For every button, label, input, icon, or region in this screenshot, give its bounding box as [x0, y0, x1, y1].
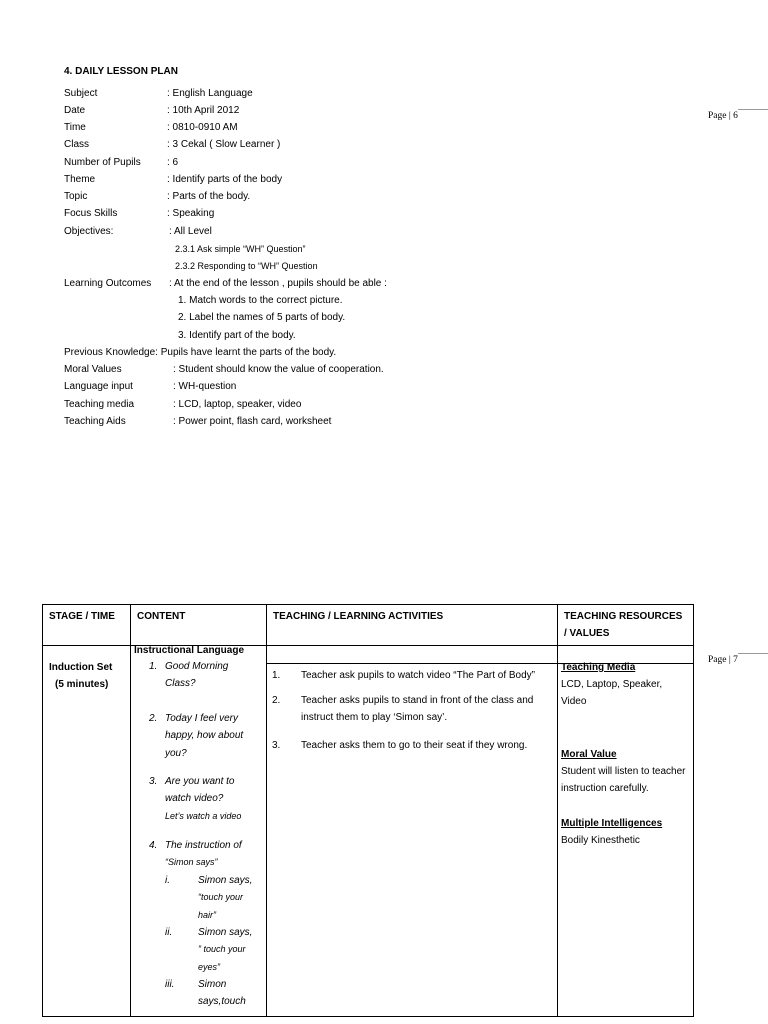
header-content: CONTENT	[131, 605, 267, 646]
learning-outcomes-value: : At the end of the lesson , pupils should be able :	[169, 278, 387, 289]
resource-line: LCD, Laptop, Speaker,	[561, 679, 663, 690]
content-line: watch video?	[165, 793, 224, 805]
field-value: : LCD, laptop, speaker, video	[173, 399, 302, 410]
activities-cell	[267, 646, 558, 1017]
field-value: : Speaking	[167, 208, 215, 219]
learning-outcomes-label: Learning Outcomes	[64, 278, 152, 289]
field-value: : 6	[167, 157, 179, 168]
content-item-number: 3.	[149, 776, 158, 787]
content-line: Simon says,	[198, 875, 253, 886]
simon-item-number: i.	[165, 875, 170, 886]
previous-knowledge: Previous Knowledge: Pupils have learnt the parts of the body.	[64, 347, 337, 358]
content-line: you?	[165, 747, 187, 759]
field-label: Subject	[64, 88, 98, 99]
resource-title: Teaching Media	[561, 662, 636, 673]
stage-name: Induction Set	[49, 662, 113, 673]
field-value: : 10th April 2012	[167, 105, 240, 116]
field-value: : Student should know the value of cooperation.	[173, 364, 384, 375]
content-line: Simon says,	[198, 927, 253, 938]
activity-number: 1.	[272, 670, 281, 681]
objective-item: 2.3.2 Responding to “WH” Question	[175, 261, 318, 271]
resource-title: Moral Value	[561, 749, 617, 760]
content-item-number: 1.	[149, 661, 158, 672]
resource-text: Bodily Kinesthetic	[561, 835, 640, 846]
learning-outcome-item: 1. Match words to the correct picture.	[178, 295, 343, 306]
activity-text: Teacher ask pupils to watch video “The Part of Body”	[301, 670, 536, 681]
content-item-number: 2.	[149, 713, 158, 724]
content-line: Today I feel very	[165, 713, 239, 724]
resource-line: Student will listen to teacher	[561, 766, 686, 777]
field-label: Moral Values	[64, 364, 122, 375]
field-label: Teaching media	[64, 399, 135, 410]
field-value: : All Level	[169, 226, 212, 237]
page-number: Page | 6	[708, 111, 738, 121]
content-item	[165, 837, 242, 872]
content-item	[165, 658, 228, 693]
field-label: Class	[64, 139, 90, 150]
field-value: : 0810-0910 AM	[167, 122, 238, 133]
lesson-plan-heading: 4. DAILY LESSON PLAN	[64, 66, 178, 77]
table-row	[43, 646, 694, 1017]
content-title: Instructional Language	[134, 645, 245, 656]
content-line: ” touch your	[198, 944, 246, 955]
content-item	[165, 773, 234, 808]
table-header-row	[43, 605, 694, 646]
field-label: Number of Pupils	[64, 157, 141, 168]
field-value: : Parts of the body.	[167, 191, 251, 202]
simon-item	[198, 976, 246, 1011]
resource-text	[561, 763, 686, 798]
field-label: Topic	[64, 191, 88, 202]
content-line: Class?	[165, 678, 196, 690]
content-line: Are you want to	[165, 776, 235, 787]
simon-item	[198, 924, 252, 976]
activity-number: 2.	[272, 695, 281, 706]
activity-line: Teacher asks pupils to stand in front of the class and	[301, 695, 534, 706]
activity-number: 3.	[272, 740, 281, 751]
header-activities: TEACHING / LEARNING ACTIVITIES	[267, 605, 558, 646]
stage-duration: (5 minutes)	[55, 679, 109, 690]
content-item-number: 4.	[149, 840, 158, 851]
page-divider	[738, 653, 768, 654]
content-line: “touch your	[198, 892, 244, 903]
field-label: Language input	[64, 381, 133, 392]
page-number: Page | 7	[708, 655, 738, 665]
content-line: The instruction of	[165, 840, 242, 851]
activity-line: instruct them to play ‘Simon say’.	[301, 712, 448, 724]
content-line: “Simon says”	[165, 857, 218, 868]
resource-line: instruction carefully.	[561, 783, 649, 795]
page-divider	[738, 109, 768, 110]
simon-item-number: iii.	[165, 979, 175, 990]
field-label: Teaching Aids	[64, 416, 126, 427]
field-label: Focus Skills	[64, 208, 118, 219]
field-label: Theme	[64, 174, 96, 185]
activity-text: Teacher asks them to go to their seat if they wrong.	[301, 740, 528, 751]
activity-text	[301, 692, 533, 727]
resource-text	[561, 676, 662, 711]
field-value: : WH-question	[173, 381, 237, 392]
content-line: Simon	[198, 979, 227, 990]
field-label: Date	[64, 105, 86, 116]
field-value: : English Language	[167, 88, 253, 99]
content-line: says,touch	[198, 996, 246, 1008]
learning-outcome-item: 2. Label the names of 5 parts of body.	[178, 312, 346, 323]
content-line: happy, how about	[165, 730, 244, 742]
field-label: Objectives:	[64, 226, 114, 237]
field-value: : Identify parts of the body	[167, 174, 283, 185]
field-value: : Power point, flash card, worksheet	[173, 416, 332, 427]
header-resources: TEACHING RESOURCES / VALUES	[558, 605, 694, 646]
lesson-plan-table	[42, 604, 694, 1017]
simon-item-number: ii.	[165, 927, 173, 938]
header-stage-time: STAGE / TIME	[43, 605, 131, 646]
content-line: hair”	[198, 909, 217, 920]
stage-cell	[43, 646, 131, 1017]
content-line: Let’s watch a video	[165, 811, 242, 821]
resource-line: Video	[561, 696, 587, 708]
learning-outcome-item: 3. Identify part of the body.	[178, 330, 296, 341]
content-item	[165, 710, 243, 762]
field-value: : 3 Cekal ( Slow Learner )	[167, 139, 281, 150]
simon-item	[198, 872, 252, 924]
resources-cell	[558, 646, 694, 1017]
row-divider	[267, 663, 557, 664]
content-line: Good Morning	[165, 661, 229, 672]
content-cell	[131, 646, 267, 1017]
objective-item: 2.3.1 Ask simple “WH” Question”	[175, 244, 306, 254]
resource-title: Multiple Intelligences	[561, 818, 663, 829]
field-label: Time	[64, 122, 86, 133]
content-line: eyes”	[198, 961, 221, 972]
